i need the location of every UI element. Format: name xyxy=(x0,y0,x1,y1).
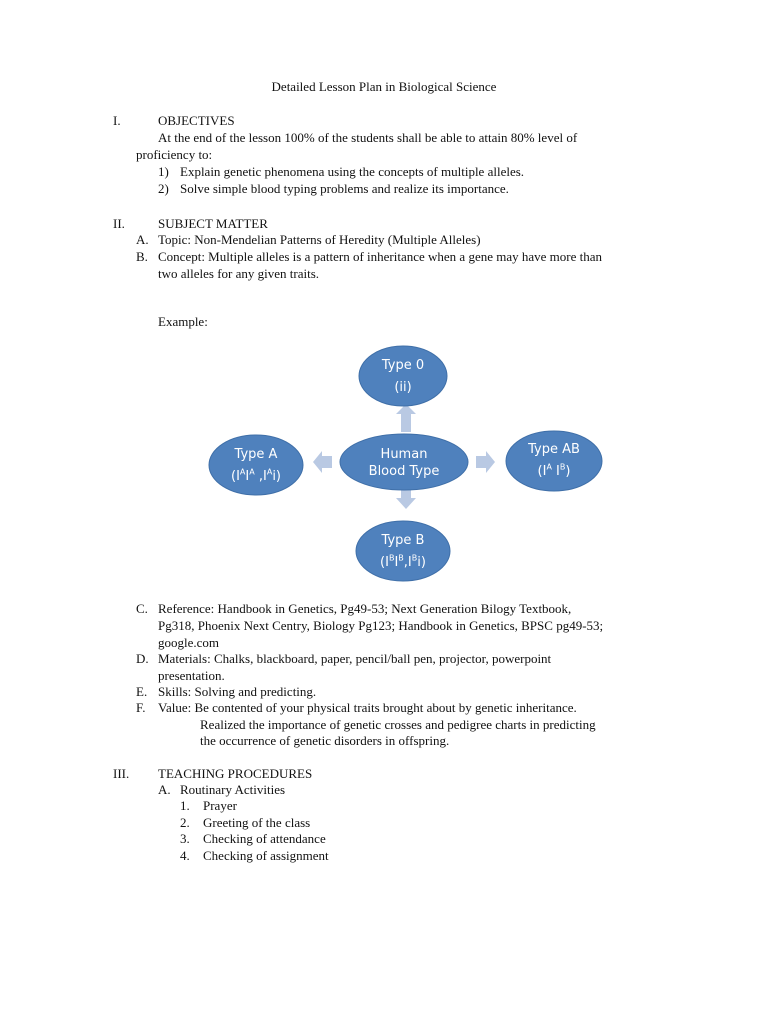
item-e-skills: Skills: Solving and predicting. xyxy=(158,684,317,699)
activity-3-number: 3. xyxy=(180,831,190,846)
node-type-a-genotype: ($I^AI^A$ $,I^Ai$) xyxy=(231,467,281,484)
item-d-letter: D. xyxy=(136,651,149,666)
section-3-number: III. xyxy=(113,766,130,781)
section-1-number: I. xyxy=(113,113,121,128)
example-label: Example: xyxy=(158,314,208,329)
objective-2-text: Solve simple blood typing problems and realize its importance. xyxy=(180,181,509,196)
node-type-a xyxy=(209,446,303,485)
arrow-up-icon xyxy=(396,404,416,432)
activity-3-text: Checking of attendance xyxy=(203,831,326,846)
item-f-letter: F. xyxy=(136,700,146,715)
item-a-topic: Topic: Non-Mendelian Patterns of Heredity (Multiple Alleles) xyxy=(158,232,481,247)
section-2-heading: SUBJECT MATTER xyxy=(158,216,268,231)
node-center xyxy=(340,446,468,480)
activity-1-text: Prayer xyxy=(203,798,237,813)
section-1-heading: OBJECTIVES xyxy=(158,113,235,128)
node-center-line1: Human xyxy=(380,447,428,462)
section-3-item-a-text: Routinary Activities xyxy=(180,782,286,797)
objectives-intro-line2: proficiency to: xyxy=(136,147,213,162)
node-type-a-label: Type A xyxy=(234,447,278,462)
arrow-left-icon xyxy=(313,451,332,473)
item-b-concept-line2: two alleles for any given traits. xyxy=(158,266,320,281)
node-type-b-label: Type B xyxy=(381,533,425,548)
section-2-number: II. xyxy=(113,216,125,231)
item-a-letter: A. xyxy=(136,232,149,247)
section-3-heading: TEACHING PROCEDURES xyxy=(158,766,313,781)
item-c-reference-line3: google.com xyxy=(158,635,220,650)
objectives-intro-line1: At the end of the lesson 100% of the students shall be able to attain 80% level of xyxy=(158,130,578,145)
item-b-concept-line1: Concept: Multiple alleles is a pattern of inheritance when a gene may have more than xyxy=(158,249,603,264)
node-type-b xyxy=(356,532,450,571)
item-f-value-line3: the occurrence of genetic disorders in offspring. xyxy=(200,733,450,748)
activity-1-number: 1. xyxy=(180,798,190,813)
section-3-item-a-letter: A. xyxy=(158,782,171,797)
item-d-materials-line1: Materials: Chalks, blackboard, paper, pencil/ball pen, projector, powerpoint xyxy=(158,651,552,666)
objective-2-number: 2) xyxy=(158,181,169,196)
node-center-line2: Blood Type xyxy=(368,464,440,479)
node-type-o-label: Type 0 xyxy=(381,358,425,373)
item-f-value-line1: Value: Be contented of your physical traits brought about by genetic inheritance. xyxy=(158,700,577,715)
activity-4-text: Checking of assignment xyxy=(203,848,329,863)
node-type-b-genotype: $(I^BI^B,I^Bi)$ xyxy=(380,553,426,570)
item-f-value-line2: Realized the importance of genetic crosses and pedigree charts in predicting xyxy=(200,717,596,732)
activity-2-text: Greeting of the class xyxy=(203,815,311,830)
node-type-ab xyxy=(506,441,602,480)
item-c-letter: C. xyxy=(136,601,148,616)
item-b-letter: B. xyxy=(136,249,148,264)
objective-1-number: 1) xyxy=(158,164,169,179)
item-c-reference-line2: Pg318, Phoenix Next Centry, Biology Pg123; Handbook in Genetics, BPSC pg49-53; xyxy=(158,618,604,633)
item-d-materials-line2: presentation. xyxy=(158,668,225,683)
item-c-reference-line1: Reference: Handbook in Genetics, Pg49-53; Next Generation Bilogy Textbook, xyxy=(158,601,572,616)
item-e-letter: E. xyxy=(136,684,148,699)
node-type-o-genotype: (ii) xyxy=(394,380,412,395)
node-type-ab-label: Type AB xyxy=(528,442,580,457)
activity-4-number: 4. xyxy=(180,848,190,863)
arrow-right-icon xyxy=(476,451,495,473)
activity-2-number: 2. xyxy=(180,815,190,830)
objective-1-text: Explain genetic phenomena using the concepts of multiple alleles. xyxy=(180,164,525,179)
blood-type-diagram xyxy=(200,340,620,590)
node-type-o xyxy=(359,357,447,396)
document-title: Detailed Lesson Plan in Biological Science xyxy=(271,79,497,94)
node-type-ab-genotype: ($I^A$ $I^B$) xyxy=(537,462,571,479)
arrow-down-icon xyxy=(396,490,416,509)
